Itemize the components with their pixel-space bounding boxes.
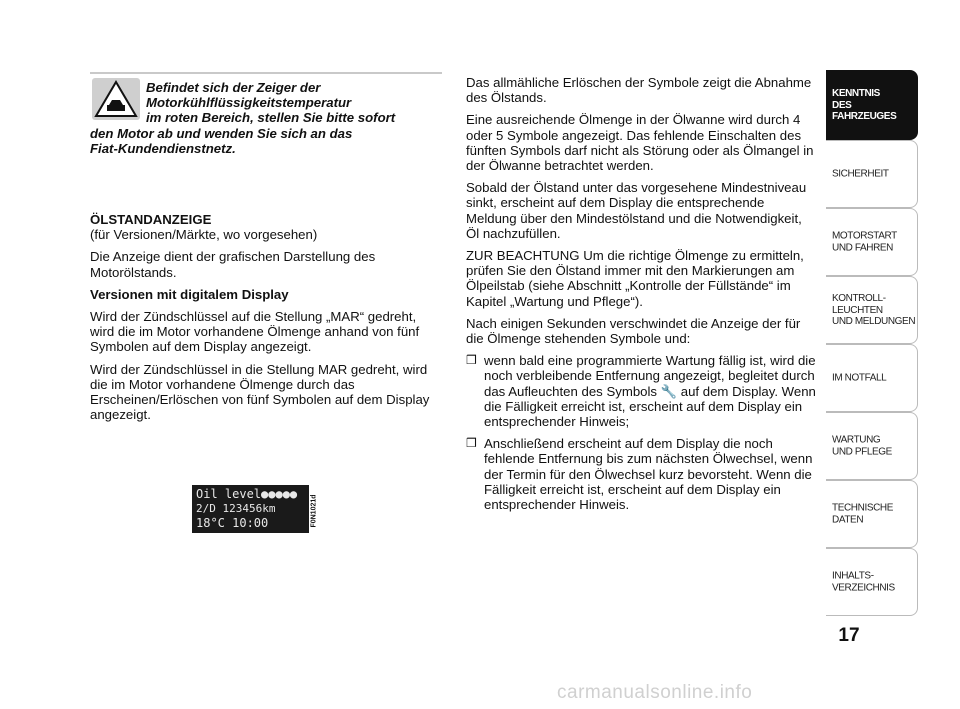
paragraph: Die Anzeige dient der grafischen Darstellung des Motorölstands. [90, 249, 376, 280]
warning-line: den Motor ab und wenden Sie sich an das [90, 125, 353, 141]
tab-label: MOTORSTART UND FAHREN [832, 230, 897, 253]
display-row-temp-clock: 18°C 10:00 [196, 516, 269, 530]
tab-label: TECHNISCHE DATEN [832, 502, 894, 525]
section-subheading: (für Versionen/Märkte, wo vorgesehen) [90, 227, 318, 243]
watermark: carmanualsonline.info [557, 682, 753, 703]
warning-text [90, 80, 442, 156]
paragraph: Wird der Zündschlüssel in die Stellung MAR gedreht, wird die im Motor vorhandene Ölmenge durch das Erscheinen/Erlöschen von fünf Symbolen auf dem Display angezeigt. [90, 361, 430, 423]
tab-label: IM NOTFALL [832, 372, 887, 384]
warning-line: Fiat-Kundendienstnetz. [90, 140, 236, 156]
checkbox-bullet-icon: ❒ [466, 353, 477, 368]
tab-motorstart-und-fahren[interactable] [826, 208, 918, 276]
warning-line: im roten Bereich, stellen Sie bitte sofort [146, 110, 396, 126]
paragraph: Sobald der Ölstand unter das vorgesehene Mindestniveau sinkt, erscheint auf dem Display die entsprechende Meldung über den Mindestölstand und die Notwendigkeit, Öl nachzufüllen. [466, 180, 807, 241]
oil-level-display-figure [192, 485, 309, 533]
paragraph: Nach einigen Sekunden verschwindet die Anzeige der für die Ölmenge stehenden Symbole und: [466, 315, 801, 347]
page-number: 17 [838, 625, 860, 646]
list-item-text: wenn bald eine programmierte Wartung fällig ist, wird die noch verbleibende Entfernung angezeigt, begleitet durch das Aufleuchten des Symbols 🔧 auf dem Display. Wenn die Fälligkeit erreicht ist, erscheint auf dem Display ein entsprechender Hinweis; [484, 353, 816, 430]
tab-label: KONTROLL- LEUCHTEN UND MELDUNGEN [832, 292, 916, 327]
left-column [90, 212, 440, 429]
display-row-oil-level: Oil level●●●●● [196, 487, 298, 501]
checkbox-bullet-icon: ❒ [466, 436, 477, 451]
paragraph: ZUR BEACHTUNG Um die richtige Ölmenge zu ermitteln, prüfen Sie den Ölstand immer mit den Markierungen am Ölpeilstab (siehe Abschnitt „Kontrolle der Füllstände“ im Kapitel „Wartung und Pflege“). [466, 248, 804, 309]
warning-line: Befindet sich der Zeiger der [146, 80, 321, 95]
subsection-heading: Versionen mit digitalem Display [90, 286, 289, 302]
warning-divider [90, 72, 442, 74]
display-row-gear-odometer: 2/D 123456km [196, 502, 276, 515]
tab-label: KENNTNIS DES FAHRZEUGES [832, 87, 897, 122]
warning-line: Motorkühlflüssigkeitstemperatur [146, 95, 352, 111]
list-item [466, 353, 818, 429]
tab-kenntnis-des-fahrzeuges[interactable] [826, 70, 918, 140]
tab-im-notfall[interactable] [826, 344, 918, 412]
tab-kontrollleuchten-und-meldungen[interactable] [826, 276, 918, 344]
list-item-text: Anschließend erscheint auf dem Display die noch fehlende Entfernung bis zum nächsten Ölwechsel, wenn der Termin für den Ölwechsel kurz bevorsteht. Wenn die Fälligkeit erreicht ist, erscheint auf dem Display ein entsprechender Hinweis. [484, 436, 813, 513]
list-item [466, 436, 818, 512]
section-heading: ÖLSTANDANZEIGE [90, 212, 212, 227]
tab-sicherheit[interactable] [826, 140, 918, 208]
paragraph: Eine ausreichende Ölmenge in der Ölwanne wird durch 4 oder 5 Symbole angezeigt. Das fehlende Einschalten des fünften Symbols darf nicht als Störung oder als Ölmangel in der Ölwanne betrachtet werden. [466, 112, 814, 174]
tab-label: INHALTS- VERZEICHNIS [832, 570, 895, 593]
figure-code [308, 487, 320, 535]
tab-technische-daten[interactable] [826, 480, 918, 548]
tab-label: WARTUNG UND PFLEGE [832, 434, 892, 457]
paragraph: Das allmähliche Erlöschen der Symbole zeigt die Abnahme des Ölstands. [466, 75, 812, 106]
right-column [466, 75, 818, 519]
tab-wartung-und-pflege[interactable] [826, 412, 918, 480]
tab-label: SICHERHEIT [832, 168, 889, 180]
paragraph: Wird der Zündschlüssel auf die Stellung „MAR“ gedreht, wird die im Motor vorhandene Ölmenge anhand von fünf Symbolen auf dem Display angezeigt. [90, 309, 420, 355]
tab-inhaltsverzeichnis[interactable] [826, 548, 918, 616]
figure-code-text: F0N1021d [310, 494, 318, 528]
